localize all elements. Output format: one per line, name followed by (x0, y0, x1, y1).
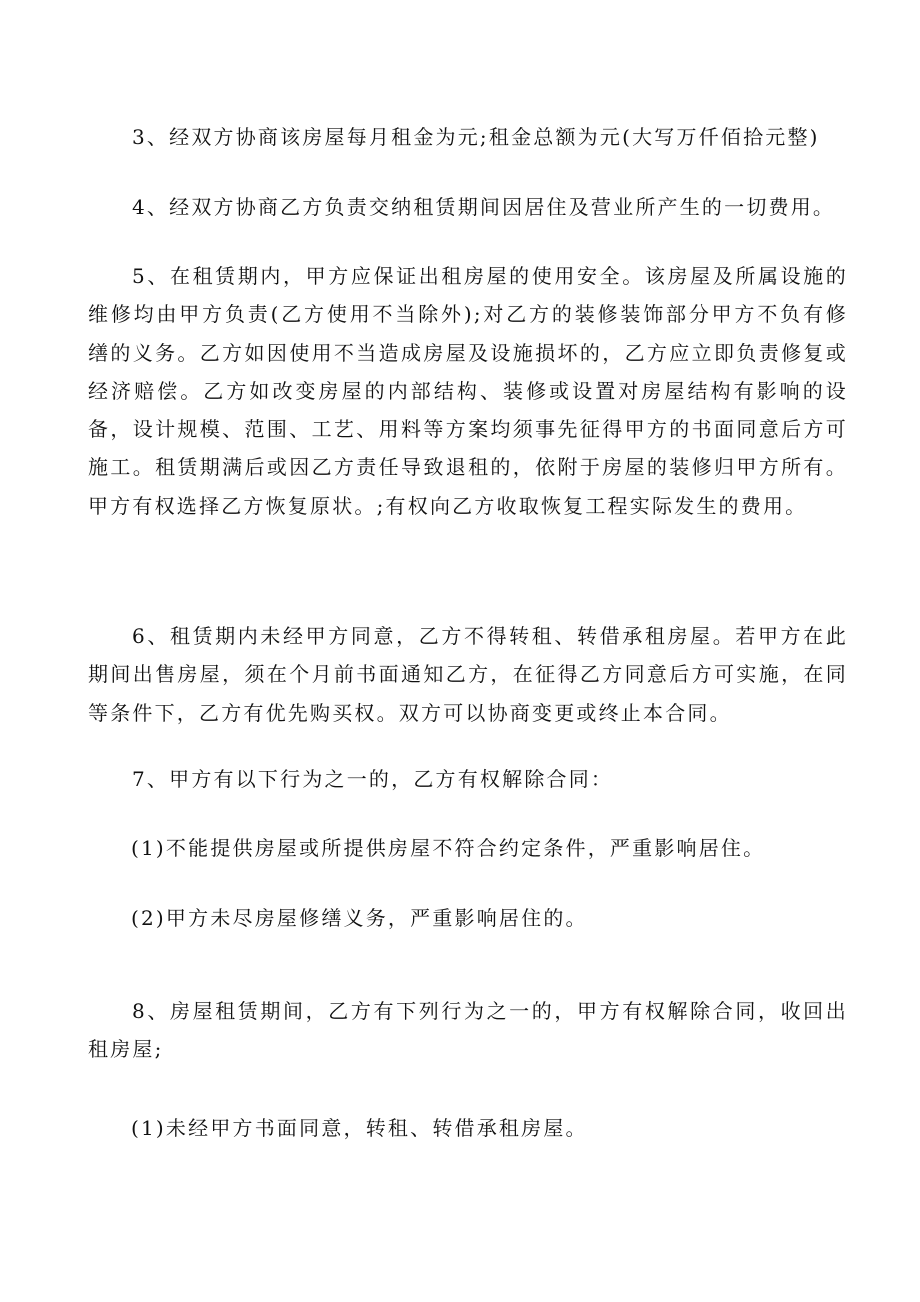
clause-7-item-1: (1)不能提供房屋或所提供房屋不符合约定条件，严重影响居住。 (131, 836, 766, 860)
clause-4-paragraph: 4、经双方协商乙方负责交纳租赁期间因居住及营业所产生的一切费用。 (132, 195, 836, 219)
clause-7-paragraph: 7、甲方有以下行为之一的，乙方有权解除合同： (132, 767, 614, 791)
clause-6-paragraph: 6、租赁期内未经甲方同意，乙方不得转租、转借承租房屋。若甲方在此期间出售房屋，须在个月前书面通知乙方，在征得乙方同意后方可实施，在同等条件下，乙方有优先购买权。双方可以协商变更或终止本合同。 (88, 624, 848, 725)
clause-3-paragraph: 3、经双方协商该房屋每月租金为元;租金总额为元(大写万仟佰拾元整) (132, 125, 820, 149)
clause-8-item-1: (1)未经甲方书面同意，转租、转借承租房屋。 (131, 1116, 588, 1140)
clause-7-item-2: (2)甲方未尽房屋修缮义务，严重影响居住的。 (131, 906, 588, 930)
clause-8-paragraph: 8、房屋租赁期间，乙方有下列行为之一的，甲方有权解除合同，收回出租房屋; (88, 999, 848, 1062)
clause-5-paragraph: 5、在租赁期内，甲方应保证出租房屋的使用安全。该房屋及所属设施的维修均由甲方负责(乙方使用不当除外);对乙方的装修装饰部分甲方不负有修缮的义务。乙方如因使用不当造成房屋及设施损坏的，乙方应立即负责修复或经济赔偿。乙方如改变房屋的内部结构、装修或设置对房屋结构有影响的设备，设计规模、范围、工艺、用料等方案均须事先征得甲方的书面同意后方可施工。租赁期满后或因乙方责任导致退租的，依附于房屋的装修归甲方所有。甲方有权选择乙方恢复原状。;有权向乙方收取恢复工程实际发生的费用。 (88, 264, 848, 518)
